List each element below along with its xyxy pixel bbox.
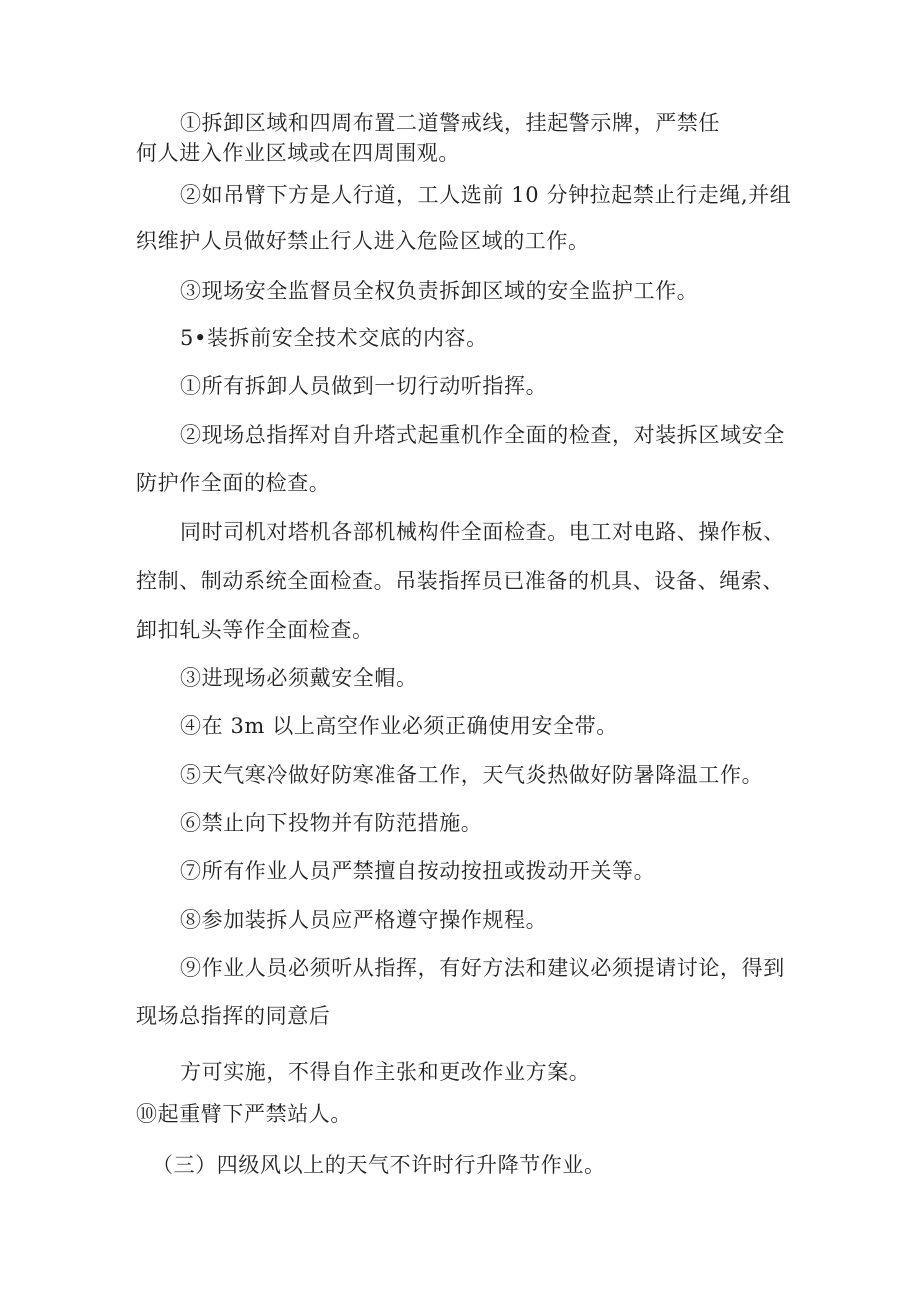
text-line: 控制、制动系统全面检查。吊装指挥员已准备的机具、设备、绳索、: [136, 569, 784, 593]
text-line: ①拆卸区域和四周布置二道警戒线，挂起警示牌，严禁任: [180, 111, 720, 135]
text-line: 方可实施，不得自作主张和更改作业方案。: [180, 1060, 591, 1084]
text-line: 何人进入作业区域或在四周围观。: [136, 141, 460, 165]
text-line: 防护作全面的检查。: [136, 471, 331, 495]
text-line: 现场总指挥的同意后: [136, 1004, 331, 1028]
text-line: ⑤天气寒冷做好防寒准备工作，天气炎热做好防暑降温工作。: [180, 763, 764, 787]
text-line: 织维护人员做好禁止行人进入危险区域的工作。: [136, 229, 590, 253]
text-line: ③现场安全监督员全权负责拆卸区域的安全监护工作。: [180, 279, 699, 303]
section-heading: （三）四级风以上的天气不许时行升降节作业。: [152, 1153, 606, 1177]
text-line: ①所有拆卸人员做到一切行动听指挥。: [180, 374, 548, 398]
text-line: 同时司机对塔机各部机械构件全面检查。电工对电路、操作板、: [180, 520, 785, 544]
text-line: ②现场总指挥对自升塔式起重机作全面的检查，对装拆区域安全: [180, 423, 785, 447]
text-line: ④在 3m 以上高空作业必须正确使用安全带。: [180, 714, 618, 738]
text-line: ③进现场必须戴安全帽。: [180, 666, 418, 690]
text-line: ⑦所有作业人员严禁擅自按动按扭或拨动开关等。: [180, 859, 656, 883]
text-line: ⑨作业人员必须听从指挥，有好方法和建议必须提请讨论，得到: [180, 956, 785, 980]
text-line: ⑥禁止向下投物并有防范措施。: [180, 811, 483, 835]
text-line: ⑧参加装拆人员应严格遵守操作规程。: [180, 908, 548, 932]
text-line: ②如吊臂下方是人行道，工人选前 10 分钟拉起禁止行走绳,并组: [180, 183, 792, 207]
text-line: 卸扣轧头等作全面检查。: [136, 618, 374, 642]
text-line: ⑩起重臂下严禁站人。: [136, 1102, 352, 1126]
section-heading: 5•装拆前安全技术交底的内容。: [180, 326, 488, 350]
